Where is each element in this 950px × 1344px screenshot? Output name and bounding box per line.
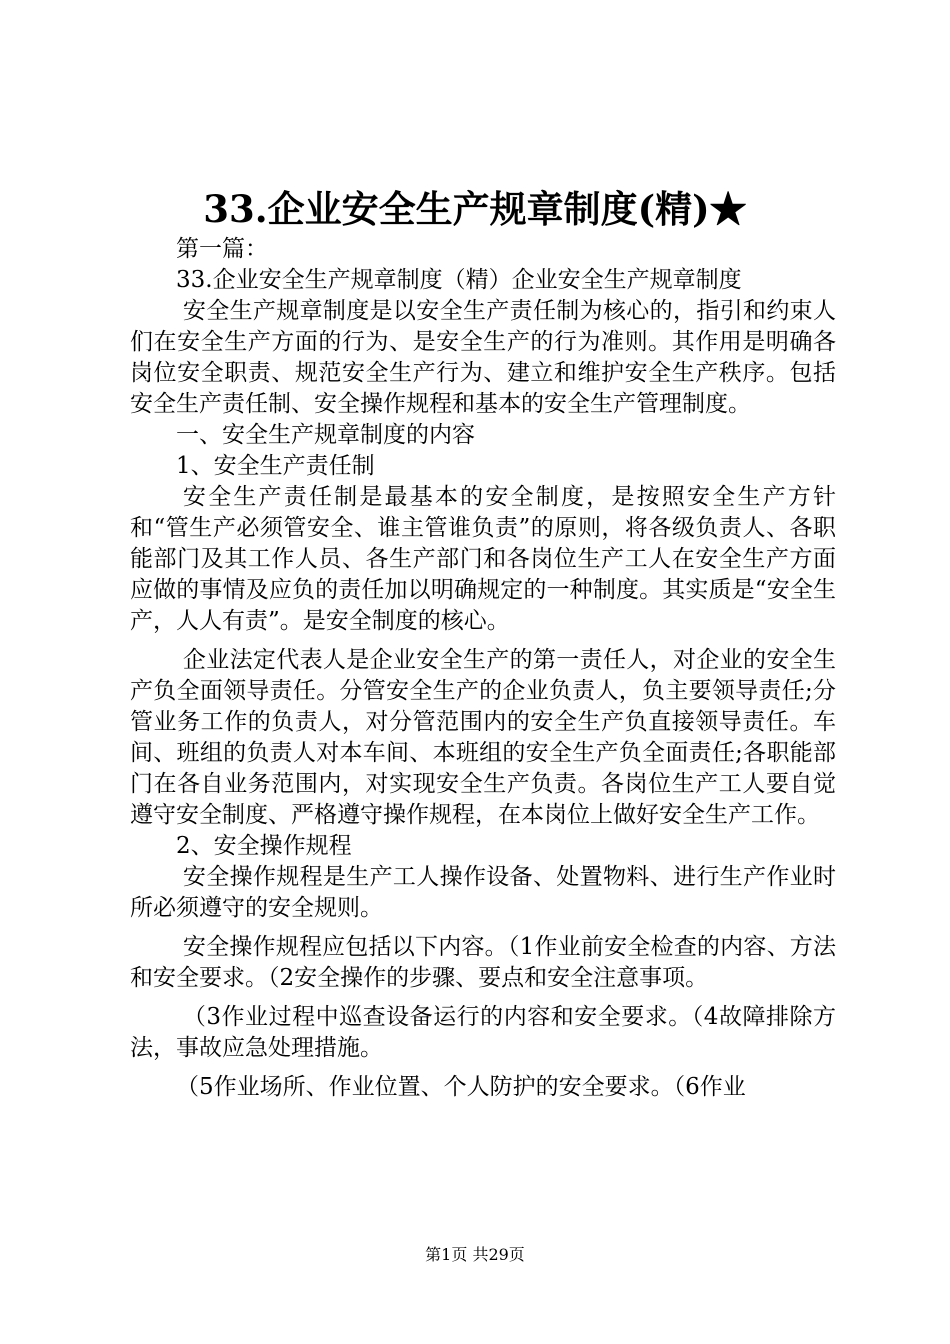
paragraph: 企业法定代表人是企业安全生产的第一责任人，对企业的安全生产负全面领导责任。分管安全生产的企业负责人，负主要领导责任;分管业务工作的负责人，对分管范围内的安全生产负直接领导责任。车间、班组的负责人对本车间、本班组的安全生产负全面责任;各职能部门在各自业务范围内，对实现安全生产负责。各岗位生产工人要自觉遵守安全制度、严格遵守操作规程，在本岗位上做好安全生产工作。 bbox=[130, 647, 836, 828]
page-number: 第1页 共29页 bbox=[425, 1245, 525, 1264]
section-heading: 第一篇： bbox=[176, 236, 268, 262]
section-heading: 1、安全生产责任制 bbox=[176, 453, 375, 479]
section-heading: 一、安全生产规章制度的内容 bbox=[176, 422, 475, 448]
paragraph: 安全操作规程是生产工人操作设备、处置物料、进行生产作业时所必须遵守的安全规则。 bbox=[130, 864, 836, 921]
subtitle-line: 33.企业安全生产规章制度（精）企业安全生产规章制度 bbox=[176, 267, 742, 293]
document-body bbox=[130, 234, 836, 1103]
paragraph: （5作业场所、作业位置、个人防护的安全要求。（6作业 bbox=[176, 1074, 746, 1100]
section-heading: 2、安全操作规程 bbox=[176, 833, 352, 859]
paragraph: 安全生产规章制度是以安全生产责任制为核心的，指引和约束人们在安全生产方面的行为、是安全生产的行为准则。其作用是明确各岗位安全职责、规范安全生产行为、建立和维护安全生产秩序。包括安全生产责任制、安全操作规程和基本的安全生产管理制度。 bbox=[130, 298, 836, 417]
document-title: 33.企业安全生产规章制度(精)★ bbox=[203, 187, 747, 231]
paragraph: （3作业过程中巡查设备运行的内容和安全要求。（4故障排除方法，事故应急处理措施。 bbox=[130, 1004, 836, 1061]
paragraph: 安全操作规程应包括以下内容。（1作业前安全检查的内容、方法和安全要求。（2安全操作的步骤、要点和安全注意事项。 bbox=[130, 934, 836, 991]
paragraph: 安全生产责任制是最基本的安全制度，是按照安全生产方针和“管生产必须管安全、谁主管谁负责”的原则，将各级负责人、各职能部门及其工作人员、各生产部门和各岗位生产工人在安全生产方面应做的事情及应负的责任加以明确规定的一种制度。其实质是“安全生产，人人有责”。是安全制度的核心。 bbox=[130, 484, 836, 634]
